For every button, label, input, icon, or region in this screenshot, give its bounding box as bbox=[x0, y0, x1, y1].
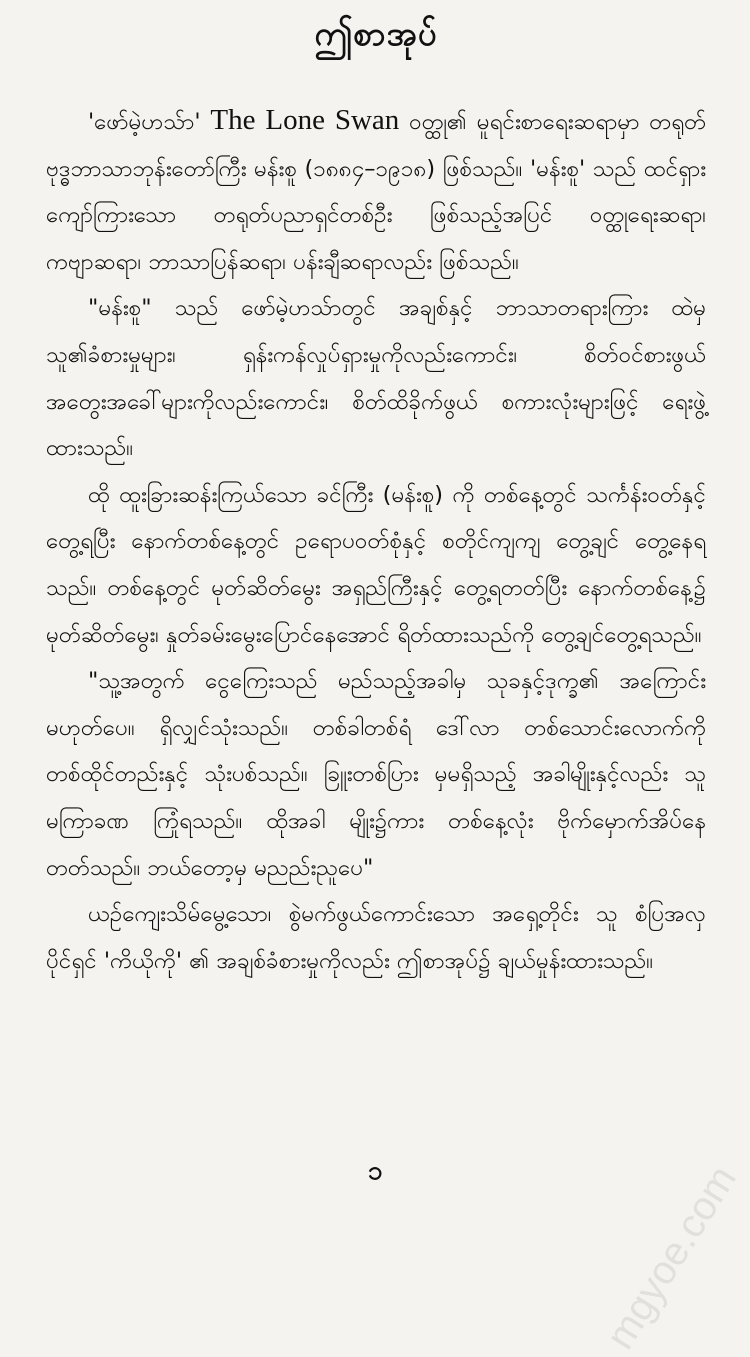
paragraph-5: ယဉ်ကျေးသိမ်မွေ့သော၊ စွဲမက်ဖွယ်ကောင်းသော အရှေ့တိုင်း သူ စံပြအလှပိုင်ရှင် 'ကိယိုကို' ၏ အချစ်ခံစားမှုကိုလည်း ဤစာအုပ်၌ ချယ်မှုန်းထားသည်။ bbox=[46, 901, 706, 974]
page-number: ၁ bbox=[367, 1156, 383, 1185]
book-title-english: The Lone Swan bbox=[210, 104, 400, 136]
paragraph-4: "သူ့အတွက် ငွေကြေးသည် မည်သည့်အခါမှ သုခနှင့်ဒုက္ခ၏ အကြောင်းမဟုတ်ပေ။ ရှိလျှင်သုံးသည်။ တစ်ခါတစ်ရံ ဒေါ်လာ တစ်သောင်းလောက်ကို တစ်ထိုင်တည်းနှင့် သုံးပစ်သည်။ ခြူးတစ်ပြား မှမရှိသည့် အခါမျိုးနှင့်လည်း သူ မကြာခဏ ကြုံရသည်။ ထိုအခါ မျိုး၌ကား တစ်နေ့လုံး ဗိုက်မှောက်အိပ်နေတတ်သည်။ ဘယ်တော့မှ မညည်းညူပေ" bbox=[46, 668, 706, 881]
paragraph-3: ထို ထူးခြားဆန်းကြယ်သော ခင်ကြီး (မန်းစူ) ကို တစ်နေ့တွင် သင်္ကန်းဝတ်နှင့်တွေ့ရပြီး နောက်တစ်နေ့တွင် ဥရောပဝတ်စုံနှင့် စတိုင်ကျကျ တွေ့ချင် တွေ့နေရသည်။ တစ်နေ့တွင် မုတ်ဆိတ်မွေး အရှည်ကြီးနှင့် တွေ့ရတတ်ပြီး နောက်တစ်နေ့၌ မုတ်ဆိတ်မွေး၊ နှုတ်ခမ်းမွေးပြောင်နေအောင် ရိတ်ထားသည်ကို တွေ့ချင်တွေ့ရသည်။ bbox=[46, 481, 706, 648]
paragraph-1 bbox=[46, 97, 706, 285]
page-title: ဤစာအုပ် bbox=[314, 14, 438, 53]
paragraph-1-opening: 'ဖော်မဲ့ဟသ်ာ' bbox=[88, 109, 211, 135]
paragraph-1-rest: ဝတ္ထု၏ မူရင်းစာရေးဆရာမှာ တရုတ်ဗုဒ္ဓဘာသာဘုန်းတော်ကြီး မန်းစူ (၁၈၈၄–၁၉၁၈) ဖြစ်သည်။ 'မန်းစူ' သည် ထင်ရှားကျော်ကြားသော တရုတ်ပညာရှင်တစ်ဦး ဖြစ်သည့်အပြင် ဝတ္ထုရေးဆရာ၊ ကဗျာဆရာ၊ ဘာသာပြန်ဆရာ၊ ပန်းချီဆရာလည်း ဖြစ်သည်။ bbox=[46, 109, 706, 275]
page-body bbox=[46, 97, 706, 984]
paragraph-2: "မန်းစူ" သည် ဖော်မဲ့ဟသ်ာတွင် အချစ်နှင့် ဘာသာတရားကြား ထဲမှ သူ၏ခံစားမှုများ၊ ရှန်းကန်လှုပ်ရှားမှုကိုလည်းကောင်း၊ စိတ်ဝင်စားဖွယ် အတွေးအခေါ်များကိုလည်းကောင်း၊ စိတ်ထိခိုက်ဖွယ် စကားလုံးများဖြင့် ရေးဖွဲ့ထားသည်။ bbox=[46, 295, 706, 462]
watermark: mgyoe.com bbox=[598, 1158, 746, 1357]
